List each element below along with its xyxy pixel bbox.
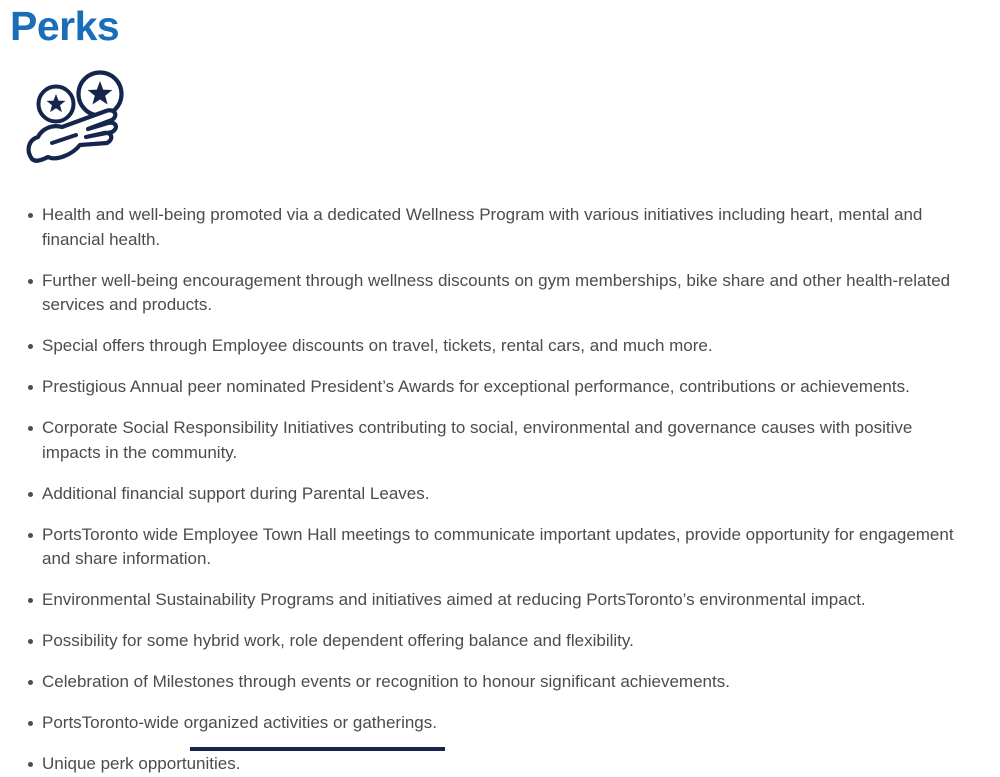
- perk-list-item: Additional financial support during Parental Leaves.: [42, 482, 958, 507]
- perk-list-item: Unique perk opportunities.: [42, 752, 958, 777]
- hand-holding-star-medals-icon: [22, 67, 128, 175]
- perks-list: [0, 203, 1000, 777]
- perk-list-item: Further well-being encouragement through wellness discounts on gym memberships, bike share and other health-related services and products.: [42, 269, 958, 318]
- cut-off-next-section-bar: [190, 747, 445, 751]
- perk-list-item: Possibility for some hybrid work, role dependent offering balance and flexibility.: [42, 629, 958, 654]
- perk-list-item: Environmental Sustainability Programs and initiatives aimed at reducing PortsToronto’s environmental impact.: [42, 588, 958, 613]
- page-title: Perks: [10, 3, 120, 49]
- perk-list-item: Prestigious Annual peer nominated President’s Awards for exceptional performance, contributions or achievements.: [42, 375, 958, 400]
- perk-list-item: Special offers through Employee discounts on travel, tickets, rental cars, and much more.: [42, 334, 958, 359]
- perk-list-item: PortsToronto wide Employee Town Hall meetings to communicate important updates, provide opportunity for engagement and share information.: [42, 523, 958, 572]
- perk-list-item: Celebration of Milestones through events or recognition to honour significant achievements.: [42, 670, 958, 695]
- perk-list-item: Health and well-being promoted via a dedicated Wellness Program with various initiatives including heart, mental and financial health.: [42, 203, 958, 252]
- perk-list-item: Corporate Social Responsibility Initiatives contributing to social, environmental and governance causes with positive impacts in the community.: [42, 416, 958, 465]
- perk-list-item: PortsToronto-wide organized activities or gatherings.: [42, 711, 958, 736]
